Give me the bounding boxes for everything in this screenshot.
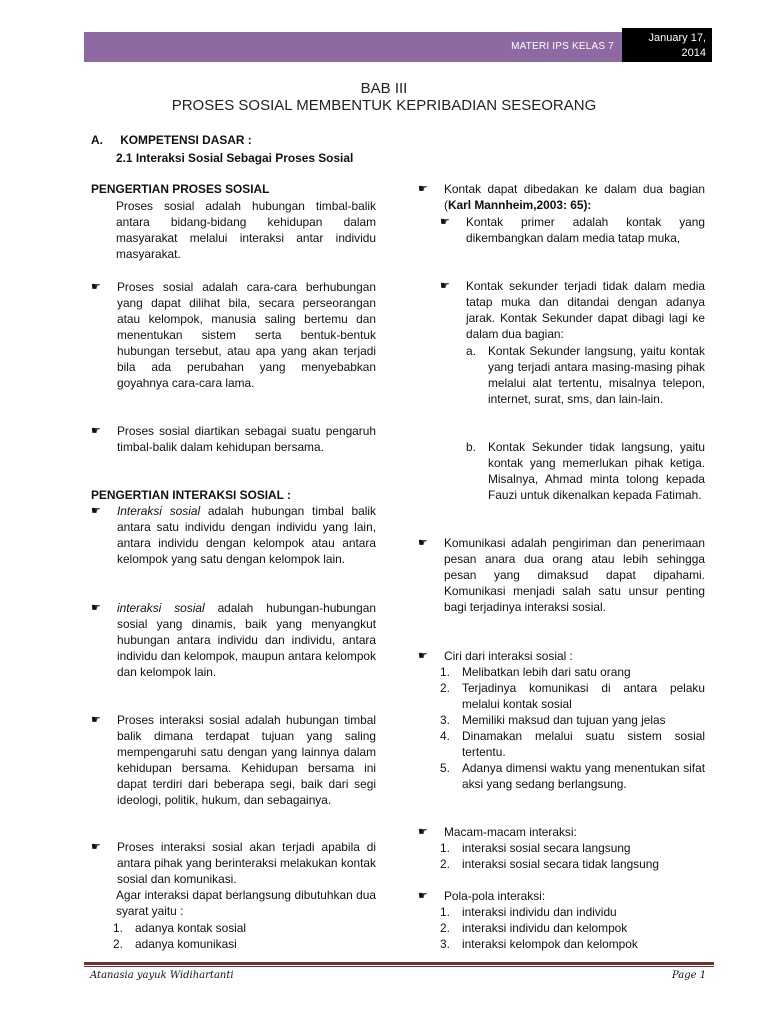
pointing-hand-icon: ☛: [91, 505, 101, 517]
list-item: 2. interaksi individu dan kelompok: [440, 921, 628, 935]
list-item: 5. Adanya dimensi waktu yang menentukan sifat aksi yang sedang berlangsung.: [440, 761, 705, 791]
list-item: 1. Melibatkan lebih dari satu orang: [440, 665, 631, 679]
list-item: 2. interaksi sosial secara tidak langsung: [440, 857, 659, 871]
list-item: 1. interaksi individu dan individu: [440, 905, 617, 919]
pointing-hand-icon: ☛: [91, 425, 101, 437]
list-item: 4. Dinamakan melalui suatu sistem sosial tertentu.: [440, 729, 705, 759]
list-item: 3. Memiliki maksud dan tujuan yang jelas: [440, 713, 666, 727]
header-bar: [84, 32, 622, 62]
pointing-hand-icon: ☛: [418, 650, 428, 662]
pointing-hand-icon: ☛: [418, 537, 428, 549]
kontak-primer: ☛ Kontak primer adalah kontak yang dikembangkan dalam media tatap muka,: [440, 215, 705, 245]
macam-heading: ☛ Macam-macam interaksi:: [418, 825, 577, 839]
pointing-hand-icon: ☛: [418, 826, 428, 838]
pis-bullet-2: ☛ interaksi sosial adalah hubungan-hubungan sosial yang dinamis, baik yang menyangkut hubungan antara individu dan individu, antara individu dan kelompok, maupun antara kelompok dan kelompok lain.: [91, 601, 376, 679]
list-item: 1. adanya kontak sosial: [113, 921, 247, 935]
sekunder-a: a. Kontak Sekunder langsung, yaitu kontak yang terjadi antara masing-masing pihak melalui alat tertentu, misalnya telepon, internet, surat, sms, dan lain-lain.: [466, 344, 705, 406]
kontak-sekunder: ☛ Kontak sekunder terjadi tidak dalam media tatap muka dan ditandai dengan adanya jarak. Kontak Sekunder dapat dibagi lagi ke dalam dua bagian:: [440, 279, 705, 341]
pointing-hand-icon: ☛: [440, 216, 450, 228]
header-subject: MATERI IPS KELAS 7: [511, 41, 614, 52]
kd-label: A.: [91, 133, 103, 147]
pointing-hand-icon: ☛: [91, 714, 101, 726]
footer-rule-thin: [84, 966, 714, 967]
kd-title: KOMPETENSI DASAR :: [120, 133, 252, 147]
pis-bullet-3: ☛ Proses interaksi sosial adalah hubungan timbal balik dimana terdapat tujuan yang saling mempengaruhi satu dengan yang lainnya dalam kehidupan bersama. Kehidupan bersama ini dapat terdiri dari beberapa segi, baik dari segi ideologi, politik, hukum, dan sebagainya.: [91, 713, 376, 807]
list-item: 2. adanya komunikasi: [113, 937, 237, 951]
term-interaksi-sosial: interaksi sosial: [117, 601, 205, 615]
pps-bullet-1: ☛ Proses sosial adalah cara-cara berhubungan yang dapat dilihat bila, secara perseorangan atau kelompok, manusia saling bertemu dan menentukan sistem serta bentuk-bentuk hubungan tersebut, atau apa yang akan terjadi bila ada perubahan yang menyebabkan goyahnya cara-cara lama.: [91, 280, 376, 390]
citation: Karl Mannheim: [447, 198, 534, 212]
list-item: 1. interaksi sosial secara langsung: [440, 841, 631, 855]
pis-bullet-1: ☛ Interaksi sosial adalah hubungan timbal balik antara satu individu dengan individu yang lain, antara individu dengan kelompok atau antara kelompok yang satu dengan kelompok lain.: [91, 504, 376, 566]
header-date: January 17, 2014: [622, 28, 712, 62]
pointing-hand-icon: ☛: [91, 841, 101, 853]
footer-page-number: Page 1: [672, 970, 707, 981]
pointing-hand-icon: ☛: [91, 602, 101, 614]
pointing-hand-icon: ☛: [418, 890, 428, 902]
pis-heading: PENGERTIAN INTERAKSI SOSIAL :: [91, 488, 291, 502]
list-item: 2. Terjadinya komunikasi di antara pelaku melalui kontak sosial: [440, 681, 705, 711]
term-interaksi-sosial: Interaksi sosial: [117, 504, 201, 518]
syarat-intro: Agar interaksi dapat berlangsung dibutuhkan dua syarat yaitu :: [116, 888, 376, 918]
list-item: 3. interaksi kelompok dan kelompok: [440, 937, 638, 951]
pis-bullet-4: ☛ Proses interaksi sosial akan terjadi apabila di antara pihak yang berinteraksi melakukan kontak sosial dan komunikasi.: [91, 840, 376, 886]
pointing-hand-icon: ☛: [418, 183, 428, 195]
footer-author: Atanasia yayuk Widihartanti: [90, 970, 234, 981]
page-title: PROSES SOSIAL MEMBENTUK KEPRIBADIAN SESEORANG: [171, 97, 597, 114]
pointing-hand-icon: ☛: [440, 280, 450, 292]
kontak-intro: ☛ Kontak dapat dibedakan ke dalam dua bagian (Karl Mannheim,2003: 65):: [418, 182, 705, 212]
komunikasi: ☛ Komunikasi adalah pengiriman dan penerimaan pesan anara dua orang atau lebih sehingga pesan yang dimaksud dapat dipahami. Komunikasi menjadi salah satu unsur penting bagi terjadinya interaksi sosial.: [418, 536, 705, 614]
sekunder-b: b. Kontak Sekunder tidak langsung, yaitu kontak yang memerlukan pihak ketiga. Misalnya, Ahmad minta tolong kepada Fauzi untuk dikenalkan kepada Fatimah.: [466, 440, 705, 502]
kd-item: 2.1 Interaksi Sosial Sebagai Proses Sosial: [116, 151, 354, 165]
kd-heading: [91, 132, 376, 148]
pola-heading: ☛ Pola-pola interaksi:: [418, 889, 546, 903]
chapter-title: BAB III: [360, 80, 408, 97]
ciri-heading: ☛ Ciri dari interaksi sosial :: [418, 649, 573, 663]
pointing-hand-icon: ☛: [91, 281, 101, 293]
pps-heading: PENGERTIAN PROSES SOSIAL: [91, 182, 270, 196]
footer-rule: [84, 962, 714, 965]
pps-paragraph: Proses sosial adalah hubungan timbal-balik antara bidang-bidang kehidupan dalam masyarakat melalui interaksi antar individu masyarakat.: [116, 199, 376, 261]
pps-bullet-2: ☛ Proses sosial diartikan sebagai suatu pengaruh timbal-balik dalam kehidupan bersama.: [91, 424, 376, 454]
